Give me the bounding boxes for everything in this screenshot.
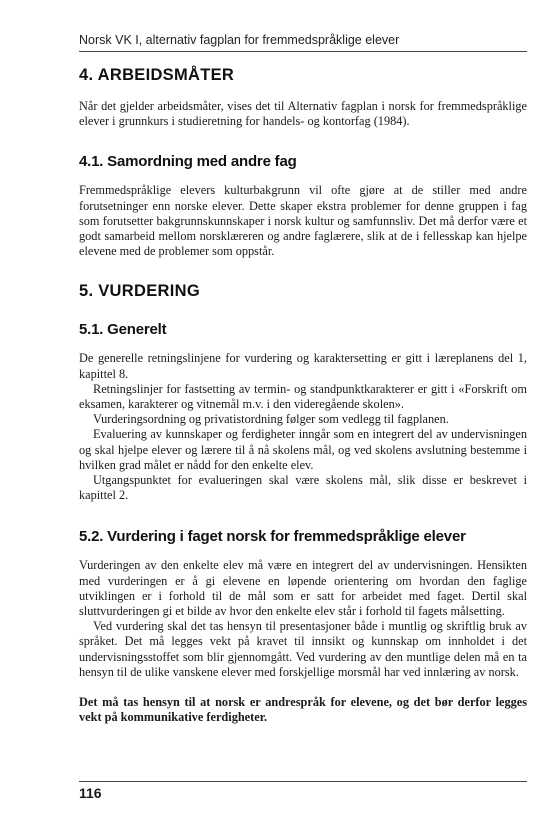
section-4-1-heading: 4.1. Samordning med andre fag [79, 153, 297, 171]
section-5-2-heading: 5.2. Vurdering i faget norsk for fremmedspråklige elever [79, 528, 466, 546]
page-number: 116 [79, 785, 102, 801]
section-5-2-paragraph-2: Ved vurdering skal det tas hensyn til presentasjoner både i muntlig og skriftlig bruk av språket. Det må legges vekt på kravet til innsikt og kunnskap om innholdet i det undervisningsstoffet som blir gjennomgått. Ved vurdering av den muntlige delen må en ta hensyn til de ulike vanskene elever med forskjellige morsmål har ved innlæring av norsk. [79, 619, 527, 679]
section-5-heading: 5. VURDERING [79, 282, 200, 301]
section-5-1-paragraph-1: De generelle retningslinjene for vurdering og karaktersetting er gitt i læreplanens del 1, kapittel 8. [79, 351, 527, 381]
running-head: Norsk VK I, alternativ fagplan for fremmedspråklige elever [79, 33, 400, 47]
section-5-1-paragraph-5: Utgangspunktet for evalueringen skal være skolens mål, slik disse er beskrevet i kapittel 2. [79, 473, 527, 503]
section-5-1-paragraph-2: Retningslinjer for fastsetting av termin- og standpunktkarakterer er gitt i «Forskrift om eksamen, karakterer og vitnemål m.v. i den videregående skolen». [79, 381, 527, 412]
section-5-2-bold-statement: Det må tas hensyn til at norsk er andrespråk for elevene, og det bør derfor legges vekt på kommunikative ferdigheter. [79, 695, 527, 725]
section-4-1-paragraph: Fremmedspråklige elevers kulturbakgrunn vil ofte gjøre at de stiller med andre forutsetninger enn norske elever. Dette skaper ekstra problemer for denne gruppen i fag som forutsetter bakgrunnskunnskaper i norsk kultur og samfunnsliv. Det må derfor være et godt samarbeid mellom norsklæreren og andre faglærere, slik at de i fellesskap kan hjelpe elevene med de problemer som oppstår. [79, 183, 527, 259]
page-content [79, 64, 527, 725]
section-5-2-paragraph-1: Vurderingen av den enkelte elev må være en integrert del av undervisningen. Hensikten med vurderingen er å gi elevene en løpende orientering om hvordan den faglige utviklingen er i forhold til de mål som er satt for arbeidet med faget. Dertil skal sluttvurderingen gi et bilde av hvor den enkelte elev står i forhold til fagets målsetting. [79, 558, 527, 619]
footer-rule [79, 781, 527, 782]
header-rule [79, 51, 527, 52]
section-4-heading: 4. ARBEIDSMÅTER [79, 66, 235, 84]
section-5-1-heading: 5.1. Generelt [79, 321, 167, 339]
section-5-1-paragraph-4: Evaluering av kunnskaper og ferdigheter inngår som en integrert del av undervisningen og skal hjelpe elever og lærere til å nå skolens mål, og ved skolens avslutning bestemme i hvilken grad målet er nådd for den enkelte elev. [79, 427, 527, 472]
section-5-1-paragraph-3: Vurderingsordning og privatistordning følger som vedlegg til fagplanen. [93, 412, 449, 427]
section-4-paragraph: Når det gjelder arbeidsmåter, vises det til Alternativ fagplan i norsk for fremmedspråklige elever i grunnkurs i studieretning for handels- og kontorfag (1984). [79, 99, 527, 129]
